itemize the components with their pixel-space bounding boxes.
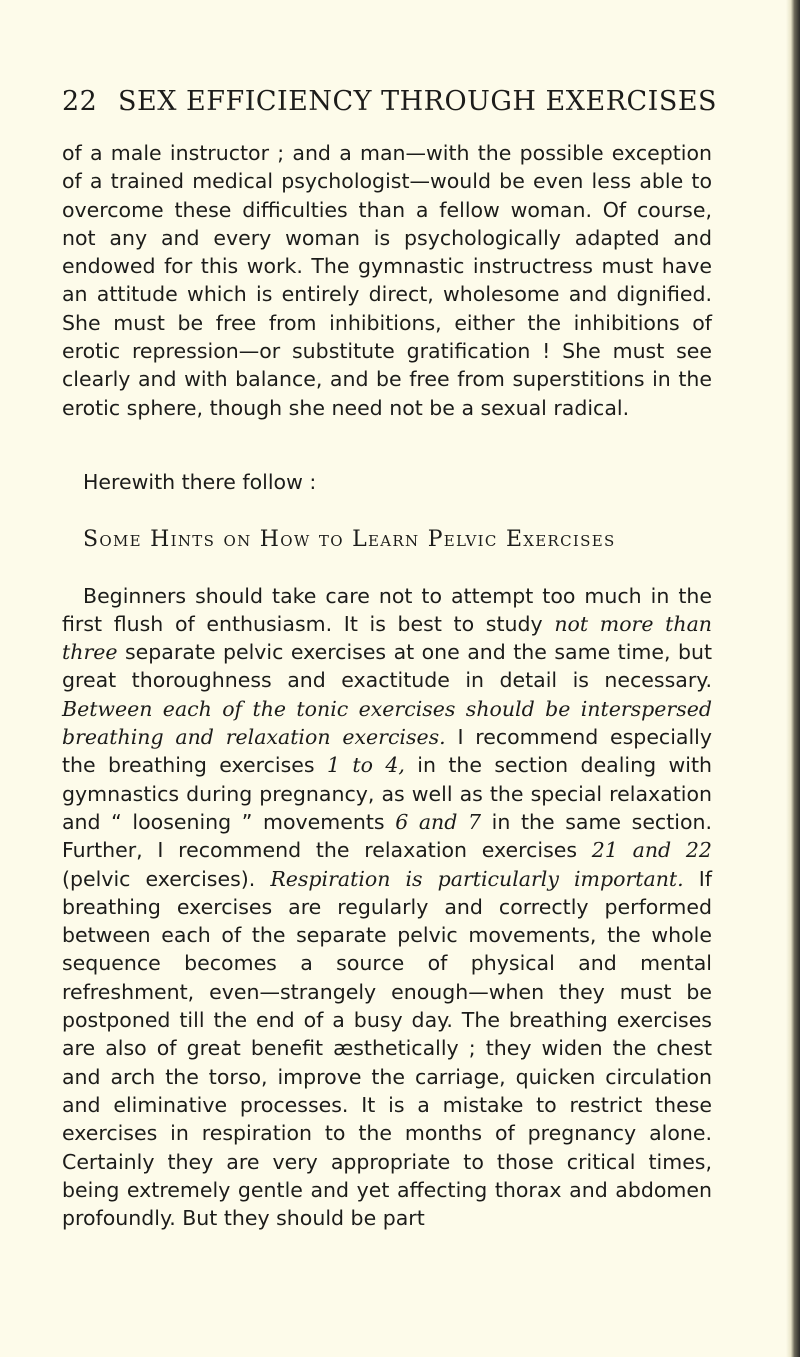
hints-emphasis-3: 1 to 4, xyxy=(326,753,405,778)
hints-emphasis-2: Between each of the tonic exercises should be interspersed breathing and relaxation exercises. xyxy=(62,696,712,750)
running-title: SEX EFFICIENCY THROUGH EXERCISES xyxy=(118,86,718,117)
hints-emphasis-6: Respiration is particularly important. xyxy=(270,866,684,891)
hints-text-2: separate pelvic exercises at one and the same time, but great thoroughness and exactitude in detail is necessary. xyxy=(62,640,712,693)
hints-text-1: Beginners should take care not to attempt too much in the first flush of enthusiasm. It is best to study xyxy=(62,583,712,636)
paragraph-intro: Herewith there follow : xyxy=(83,469,317,494)
hints-emphasis-4: 6 and 7 xyxy=(395,809,482,834)
paragraph-continuation: of a male instructor ; and a man—with the possible exception of a trained medical psychologist—would be even less able to overcome these difficulties than a fellow woman. Of course, not any and every woman is psychologically adapted and endowed for this work. The gymnastic instructress must have an attitude which is entirely direct, wholesome and dignified. She must be free from inhibitions, either the inhibitions of erotic repression—or substitute gratification ! She must see clearly and with balance, and be free from superstitions in the erotic sphere, though she need not be a sexual radical. xyxy=(62,141,712,420)
page-edge-shadow xyxy=(786,0,800,1357)
hints-emphasis-5: 21 and 22 xyxy=(591,838,712,863)
paragraph-hints xyxy=(62,582,712,1233)
hints-text-6: (pelvic exercises). xyxy=(62,866,271,891)
hints-text-5: in the same section. Further, I recommend the relaxation exercises xyxy=(62,809,712,863)
page-number: 22 xyxy=(62,86,98,117)
hints-emphasis-1: not more than three xyxy=(62,611,712,665)
running-head xyxy=(62,86,718,117)
hints-text-4: in the section dealing with gymnastics during pregnancy, as well as the special relaxation and “ loosening ” movements xyxy=(62,753,713,834)
body-text xyxy=(62,139,712,1232)
section-heading: Some Hints on How to Learn Pelvic Exercises xyxy=(83,527,616,553)
hints-text-3: I recommend especially the breathing exercises xyxy=(62,725,712,778)
hints-text-7: If breathing exercises are regularly and correctly performed between each of the separate pelvic movements, the whole sequence becomes a source of physical and mental refreshment, even—strangely enough—when they must be postponed till the end of a busy day. The breathing exercises are also of great benefit æsthetically ; they widen the chest and arch the torso, improve the carriage, quicken circulation and eliminative processes. It is a mistake to restrict these exercises in respiration to the months of pregnancy alone. Certainly they are very appropriate to those critical times, being extremely gentle and yet affecting thorax and abdomen profoundly. But they should be part xyxy=(62,866,712,1231)
